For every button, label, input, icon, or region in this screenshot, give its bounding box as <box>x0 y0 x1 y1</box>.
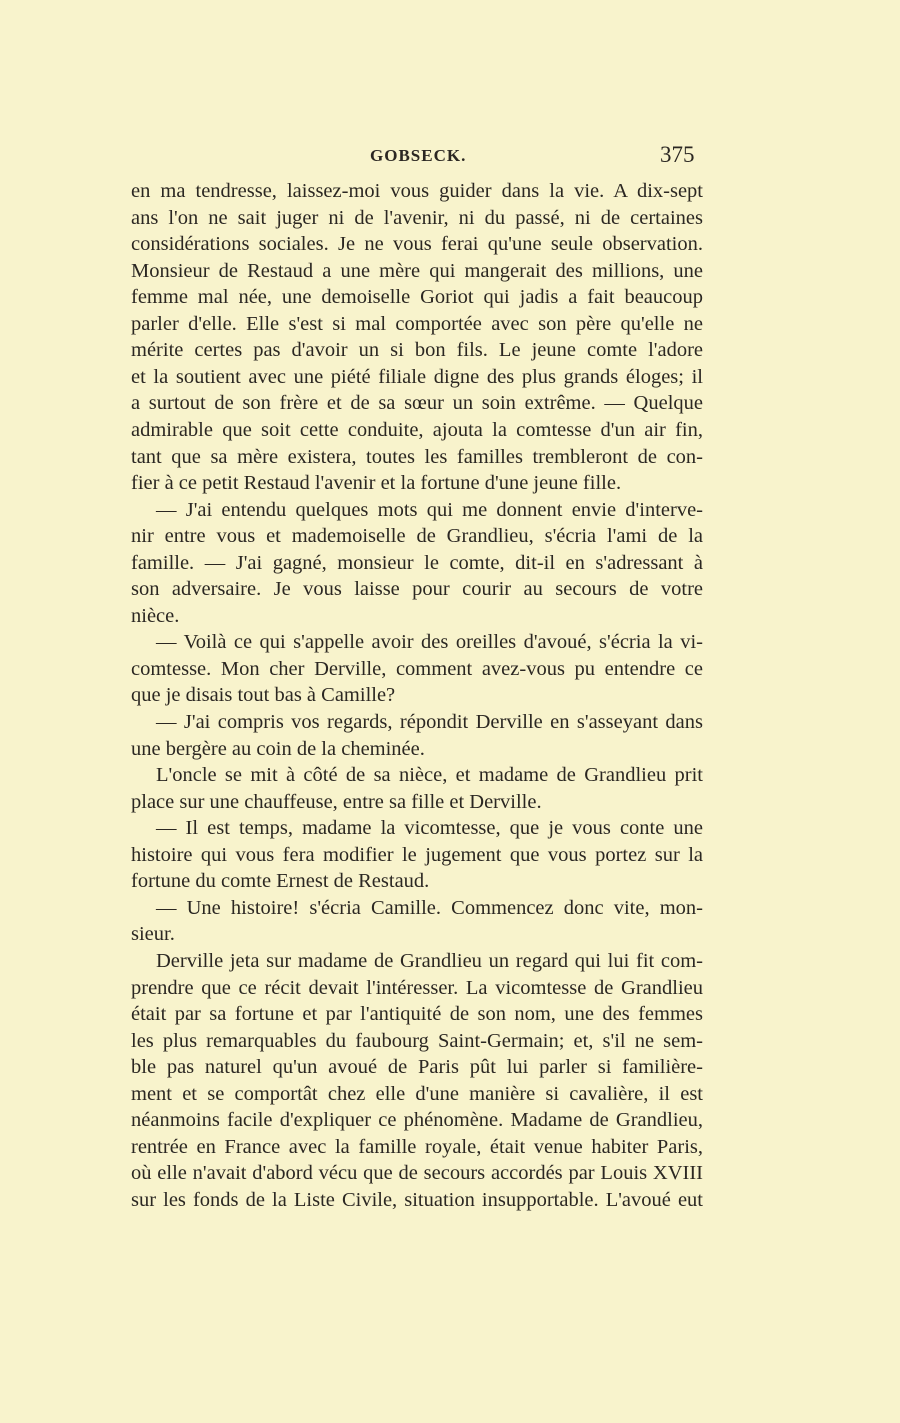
text-line: L'oncle se mit à côté de sa nièce, et madame de Grandlieu prit <box>156 764 703 787</box>
text-line: — Il est temps, madame la vicomtesse, que je vous conte une <box>156 817 703 840</box>
text-line: néanmoins facile d'expliquer ce phénomène. Madame de Grandlieu, <box>131 1109 703 1132</box>
text-line: nir entre vous et mademoiselle de Grandlieu, s'écria l'ami de la <box>131 525 703 548</box>
text-line: et la soutient avec une piété filiale digne des plus grands éloges; il <box>131 365 703 388</box>
text-line: prendre que ce récit devait l'intéresser. La vicomtesse de Grandlieu <box>131 976 703 999</box>
text-line: a surtout de son frère et de sa sœur un soin extrême. — Quelque <box>131 392 703 415</box>
text-line: mérite certes pas d'avoir un si bon fils. Le jeune comte l'adore <box>131 339 703 362</box>
text-line: sur les fonds de la Liste Civile, situation insupportable. L'avoué eut <box>131 1188 703 1211</box>
text-line: femme mal née, une demoiselle Goriot qui jadis a fait beaucoup <box>131 286 703 309</box>
text-line: admirable que soit cette conduite, ajouta la comtesse d'un air fin, <box>131 418 703 441</box>
running-title: GOBSECK. <box>370 146 467 165</box>
text-line: — Voilà ce qui s'appelle avoir des oreilles d'avoué, s'écria la vi- <box>156 631 703 654</box>
text-line: que je disais tout bas à Camille? <box>131 684 396 707</box>
text-line: où elle n'avait d'abord vécu que de secours accordés par Louis XVIII <box>131 1162 703 1185</box>
text-line: tant que sa mère existera, toutes les familles trembleront de con- <box>131 445 703 468</box>
text-line: — J'ai entendu quelques mots qui me donnent envie d'interve- <box>156 498 703 521</box>
text-line: son adversaire. Je vous laisse pour courir au secours de votre <box>131 578 703 601</box>
text-line: considérations sociales. Je ne vous ferai qu'une seule observation. <box>131 233 703 256</box>
text-line: fier à ce petit Restaud l'avenir et la fortune d'une jeune fille. <box>131 472 622 495</box>
text-line: parler d'elle. Elle s'est si mal comportée avec son père qu'elle ne <box>131 312 703 335</box>
text-line: place sur une chauffeuse, entre sa fille et Derville. <box>131 790 542 813</box>
text-line: — Une histoire! s'écria Camille. Commencez donc vite, mon- <box>156 896 703 919</box>
text-line: était par sa fortune et par l'antiquité de son nom, une des femmes <box>131 1003 703 1026</box>
text-line: fortune du comte Ernest de Restaud. <box>131 870 430 893</box>
text-line: une bergère au coin de la cheminée. <box>131 737 425 760</box>
text-line: sieur. <box>131 923 175 946</box>
text-line: famille. — J'ai gagné, monsieur le comte, dit-il en s'adressant à <box>131 551 703 574</box>
page-number: 375 <box>660 142 695 167</box>
text-line: les plus remarquables du faubourg Saint-Germain; et, s'il ne sem- <box>131 1029 703 1052</box>
text-line: en ma tendresse, laissez-moi vous guider dans la vie. A dix-sept <box>131 180 703 202</box>
text-line: comtesse. Mon cher Derville, comment avez-vous pu entendre ce <box>131 657 703 680</box>
text-line: ble pas naturel qu'un avoué de Paris pût lui parler si familière- <box>131 1056 703 1079</box>
text-line: nièce. <box>131 604 180 627</box>
text-line: Monsieur de Restaud a une mère qui mangerait des millions, une <box>131 259 703 282</box>
text-line: ment et se comportât chez elle d'une manière si cavalière, il est <box>131 1082 703 1105</box>
text-line: histoire qui vous fera modifier le jugement que vous portez sur la <box>131 843 703 866</box>
text-line: Derville jeta sur madame de Grandlieu un regard qui lui fit com- <box>156 949 703 972</box>
text-line: — J'ai compris vos regards, répondit Derville en s'asseyant dans <box>156 711 703 733</box>
text-line: rentrée en France avec la famille royale, était venue habiter Paris, <box>131 1135 703 1158</box>
text-line: ans l'on ne sait juger ni de l'avenir, ni du passé, ni de certaines <box>131 206 703 229</box>
